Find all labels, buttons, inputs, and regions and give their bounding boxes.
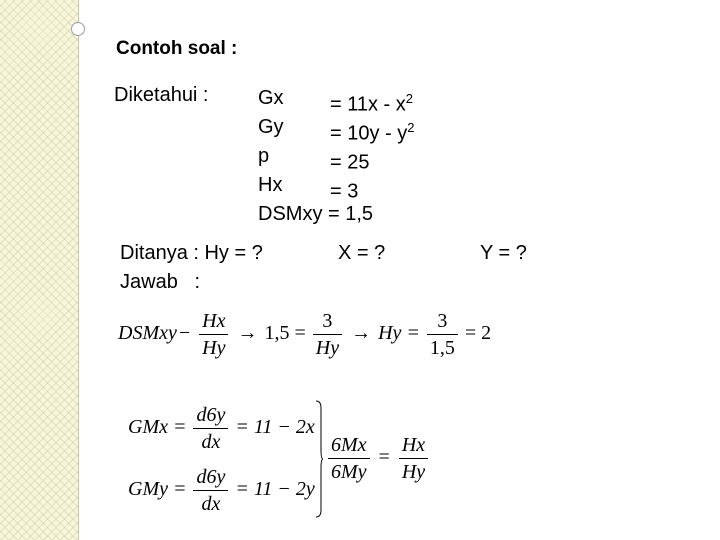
equation-ratio: $\frac{6Mx}{6My}$ = $\frac{Hx}{Hy}$ [326,432,430,485]
slide-title: Contoh soal : [116,38,238,59]
given-name: p [258,145,270,167]
eq4-right-fraction: $\frac{Hx}{Hy}$ [399,432,428,485]
given-value: = 3 [330,180,359,203]
eq3-fraction: $\frac{d6y}{dx}$ [193,464,228,517]
given-value: = 25 [330,151,370,174]
given-name: Gx [258,87,284,109]
eq1-fraction-3-15: $\frac{3}{1,5}$ [427,308,458,361]
given-value: = $11x - x^2$ [330,91,414,116]
given-value: = $10y - y^2$ [330,120,415,145]
equation-gmx: GMx = $\frac{d6y}{dx}$ = 11 − 2x [128,404,315,453]
side-band-divider [78,0,79,540]
eq1-lhs: DSMxy [118,322,177,345]
equation-dsm: DSMxy − $\frac{Hx}{Hy}$ → 1,5 = $\frac{3}{Hy}$ → Hy = $\frac{3}{1,5}$ = 2 [118,310,492,359]
ditanya-y: Y = ? [480,242,527,264]
given-name: Gy [258,116,284,138]
ditanya-line: Ditanya : Hy = ? [120,242,263,264]
bullet-ring-icon [71,22,85,36]
decorative-side-band [0,0,78,540]
eq4-left-fraction: $\frac{6Mx}{6My}$ [328,432,370,485]
eq2-fraction: $\frac{d6y}{dx}$ [193,402,228,455]
arrow-icon: → [351,322,372,345]
arrow-icon: → [237,322,258,345]
jawab-label: Jawab : [120,271,201,293]
ditanya-x: X = ? [338,242,386,264]
dsm-given: DSMxy = 1,5 [258,203,374,225]
given-names [258,84,284,200]
given-values [330,84,415,203]
equation-gmy: GMy = $\frac{d6y}{dx}$ = 11 − 2y [128,466,315,515]
eq1-fraction-3-hy: $\frac{3}{Hy}$ [313,308,342,361]
diketahui-label: Diketahui : [114,84,209,106]
brace-icon [314,400,324,518]
given-name: Hx [258,174,283,196]
eq1-fraction-hx-hy: $\frac{Hx}{Hy}$ [199,308,228,361]
